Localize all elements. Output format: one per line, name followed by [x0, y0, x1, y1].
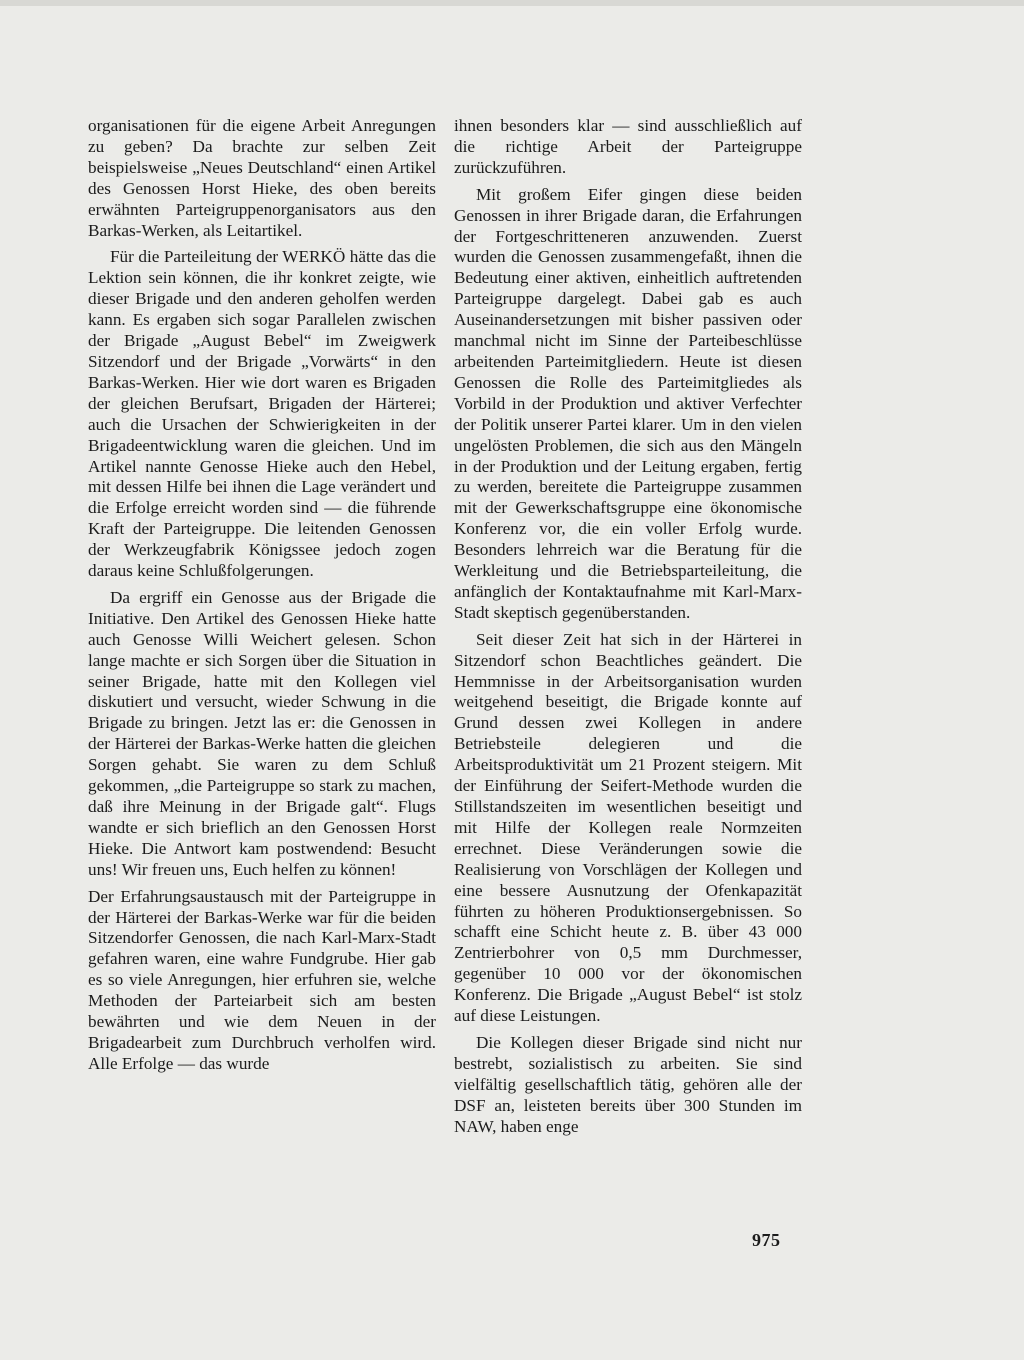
paragraph: ihnen besonders klar — sind ausschließlich auf die richtige Arbeit der Parteigruppe zurückzuführen. [454, 116, 802, 177]
page-top-edge [0, 0, 1024, 6]
paragraph: Die Kollegen dieser Brigade sind nicht nur bestrebt, sozialistisch zu arbeiten. Sie sind vielfältig gesellschaftlich tätig, gehören alle der DSF an, leisteten bereits über 300 Stunden im NAW, haben enge [454, 1032, 802, 1136]
paragraph: Mit großem Eifer gingen diese beiden Genossen in ihrer Brigade daran, die Erfahrungen der Fortgeschritteneren anzuwenden. Zuerst wurden die Genossen zusammengefaßt, ihnen die Bedeutung einer aktiven, einheitlich auftretenden Parteigruppe dargelegt. Dabei gab es auch Auseinandersetzungen mit bisher passiven oder manchmal nicht im Sinne der Parteibeschlüsse arbeitenden Parteimitgliedern. Heute ist diesen Genossen die Rolle des Parteimitgliedes als Vorbild in der Produktion und aktiver Verfechter der Politik unserer Partei klarer. Um in den vielen ungelösten Problemen, die sich aus den Mängeln in der Produktion und der Leitung ergaben, fertig zu werden, bereitete die Parteigruppe zusammen mit der Gewerkschaftsgruppe eine ökonomische Konferenz vor, die ein voller Erfolg wurde. Besonders lehrreich war die Beratung für die Werkleitung und die Betriebsparteileitung, die anfänglich der Kontaktaufnahme mit Karl-Marx-Stadt skeptisch gegenüberstanden. [454, 184, 802, 622]
right-text-column [454, 116, 802, 1144]
paragraph: Für die Parteileitung der WERKÖ hätte das die Lektion sein können, die ihr konkret zeigte, wie dieser Brigade und den anderen geholfen werden kann. Es ergaben sich sogar Parallelen zwischen der Brigade „August Bebel“ im Zweigwerk Sitzendorf und der Brigade „Vorwärts“ in den Barkas-Werken. Hier wie dort waren es Brigaden der gleichen Berufsart, Brigaden der Härterei; auch die Ursachen der Schwierigkeiten in der Brigadeentwicklung waren die gleichen. Und im Artikel nannte Genosse Hieke auch den Hebel, mit dessen Hilfe bei ihnen die Lage verändert und die Erfolge erreicht worden sind — die führende Kraft der Parteigruppe. Die leitenden Genossen der Werkzeugfabrik Königssee jedoch zogen daraus keine Schlußfolgerungen. [88, 247, 436, 581]
left-text-column [88, 116, 436, 1081]
paragraph: Der Erfahrungsaustausch mit der Parteigruppe in der Härterei der Barkas-Werke war für die beiden Sitzendorfer Genossen, die nach Karl-Marx-Stadt gefahren waren, eine wahre Fundgrube. Hier gab es so viele Anregungen, hier erfuhren sie, welche Methoden der Parteiarbeit sich am besten bewährten und wie dem Neuen in der Brigadearbeit zum Durchbruch verholfen wird. Alle Erfolge — das wurde [88, 886, 436, 1073]
page-number: 975 [752, 1230, 781, 1250]
paragraph: Da ergriff ein Genosse aus der Brigade die Initiative. Den Artikel des Genossen Hieke hatte auch Genosse Willi Weichert gelesen. Schon lange machte er sich Sorgen über die Situation in seiner Brigade, hatte mit den Kollegen viel diskutiert und versucht, wieder Schwung in die Brigade zu bringen. Jetzt las er: die Genossen in der Härterei der Barkas-Werke hatten die gleichen Sorgen gehabt. Sie waren zu dem Schluß gekommen, „die Parteigruppe so stark zu machen, daß ihre Meinung in der Brigade galt“. Flugs wandte er sich brieflich an den Genossen Horst Hieke. Die Antwort kam postwendend: Besucht uns! Wir freuen uns, Euch helfen zu können! [88, 587, 436, 879]
paragraph: Seit dieser Zeit hat sich in der Härterei in Sitzendorf schon Beachtliches geändert. Die Hemmnisse in der Arbeitsorganisation wurden weitgehend beseitigt, die Brigade konnte auf Grund dessen zwei Kollegen in andere Betriebsteile delegieren und die Arbeitsproduktivität um 21 Prozent steigern. Mit der Einführung der Seifert-Methode wurden die Stillstandszeiten im wesentlichen beseitigt und mit Hilfe der Kollegen reale Normzeiten errechnet. Diese Veränderungen sowie die Realisierung von Vorschlägen der Kollegen und eine bessere Ausnutzung der Ofenkapazität führten zu höheren Produktionsergebnissen. So schafft eine Schicht heute z. B. über 43 000 Zentrierbohrer von 0,5 mm Durchmesser, gegenüber 10 000 vor der ökonomischen Konferenz. Die Brigade „August Bebel“ ist stolz auf diese Leistungen. [454, 629, 802, 1026]
paragraph: organisationen für die eigene Arbeit Anregungen zu geben? Da brachte zur selben Zeit beispielsweise „Neues Deutschland“ einen Artikel des Genossen Horst Hieke, des oben bereits erwähnten Parteigruppenorganisators aus den Barkas-Werken, als Leitartikel. [88, 116, 436, 240]
